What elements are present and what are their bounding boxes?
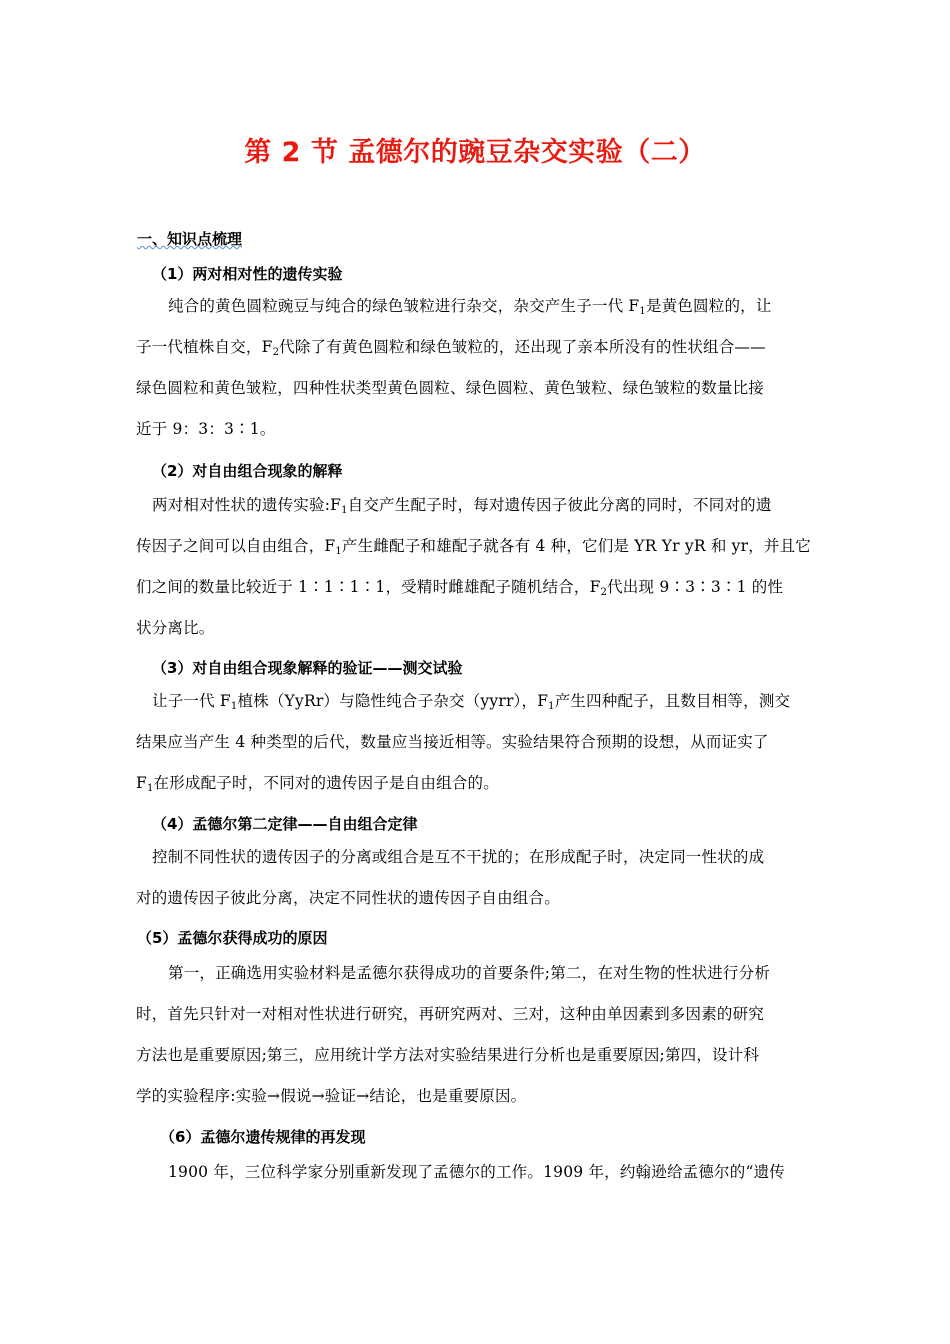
section-heading xyxy=(137,228,242,249)
text-line: 两对相对性状的遗传实验$:F_1$自交产生配子时，每对遗传因子彼此分离的同时，不同对的遗 xyxy=(152,496,772,516)
text-line: 让子一代 $F_1$植株（YyRr）与隐性纯合子杂交（yyrr），$F_1$产生四种配子，且数目相等，测交 xyxy=(152,692,791,712)
text-line: 控制不同性状的遗传因子的分离或组合是互不干扰的；在形成配子时，决定同一性状的成 xyxy=(152,848,765,866)
subheading-1: （1）两对相对性的遗传实验 xyxy=(152,265,343,283)
text-line: 传因子之间可以自由组合，$F_1$产生雌配子和雄配子就各有 4 种，它们是 YR Yr yR 和 yr，并且它 xyxy=(136,537,812,557)
subheading-5: （5）孟德尔获得成功的原因 xyxy=(137,929,328,947)
text-line: 方法也是重要原因;第三，应用统计学方法对实验结果进行分析也是重要原因;第四，设计科 xyxy=(136,1046,760,1064)
text-line: 第一，正确选用实验材料是孟德尔获得成功的首要条件;第二，在对生物的性状进行分析 xyxy=(168,964,771,982)
paragraph-4 xyxy=(136,837,814,919)
text-line: 结果应当产生 4 种类型的后代，数量应当接近相等。实验结果符合预期的设想，从而证实了 xyxy=(136,733,769,751)
text-line: 时，首先只针对一对相对性状进行研究，再研究两对、三对，这种由单因素到多因素的研究 xyxy=(136,1005,765,1023)
section-heading-text: 一、知识点梳理 xyxy=(137,230,243,248)
subheading-6: （6）孟德尔遗传规律的再发现 xyxy=(160,1128,366,1146)
paragraph-2 xyxy=(136,485,814,649)
text-line: 绿色圆粒和黄色皱粒，四种性状类型黄色圆粒、绿色圆粒、黄色皱粒、绿色皱粒的数量比接 xyxy=(136,379,765,397)
text-line: 状分离比。 xyxy=(136,619,215,637)
text-line: 学的实验程序:实验→假说→验证→结论，也是重要原因。 xyxy=(136,1087,527,1105)
text-line: $F_1$在形成配子时，不同对的遗传因子是自由组合的。 xyxy=(136,774,499,794)
subheading-2: （2）对自由组合现象的解释 xyxy=(152,462,343,480)
paragraph-3 xyxy=(136,681,814,804)
paragraph-1 xyxy=(136,286,814,450)
text-line: 对的遗传因子彼此分离，决定不同性状的遗传因子自由组合。 xyxy=(136,889,560,907)
paragraph-5 xyxy=(136,953,814,1117)
text-line: 纯合的黄色圆粒豌豆与纯合的绿色皱粒进行杂交，杂交产生子一代 $F_1$是黄色圆粒的，让 xyxy=(168,297,772,317)
text-line: 子一代植株自交，$F_2$代除了有黄色圆粒和绿色皱粒的，还出现了亲本所没有的性状组合—— xyxy=(136,338,766,358)
subheading-3: （3）对自由组合现象解释的验证——测交试验 xyxy=(152,659,463,677)
page-title: 第 2 节 孟德尔的豌豆杂交实验（二） xyxy=(244,137,706,168)
text-line: 近于 9：3：3∶1。 xyxy=(136,420,276,438)
subheading-4: （4）孟德尔第二定律——自由组合定律 xyxy=(152,815,418,833)
text-line: 1900 年，三位科学家分别重新发现了孟德尔的工作。1909 年，约翰逊给孟德尔的“遗传 xyxy=(168,1163,785,1181)
text-line: 们之间的数量比较近于 1∶1∶1∶1，受精时雌雄配子随机结合，$F_2$代出现 9∶3∶3∶1 的性 xyxy=(136,578,784,598)
paragraph-6 xyxy=(136,1152,814,1193)
